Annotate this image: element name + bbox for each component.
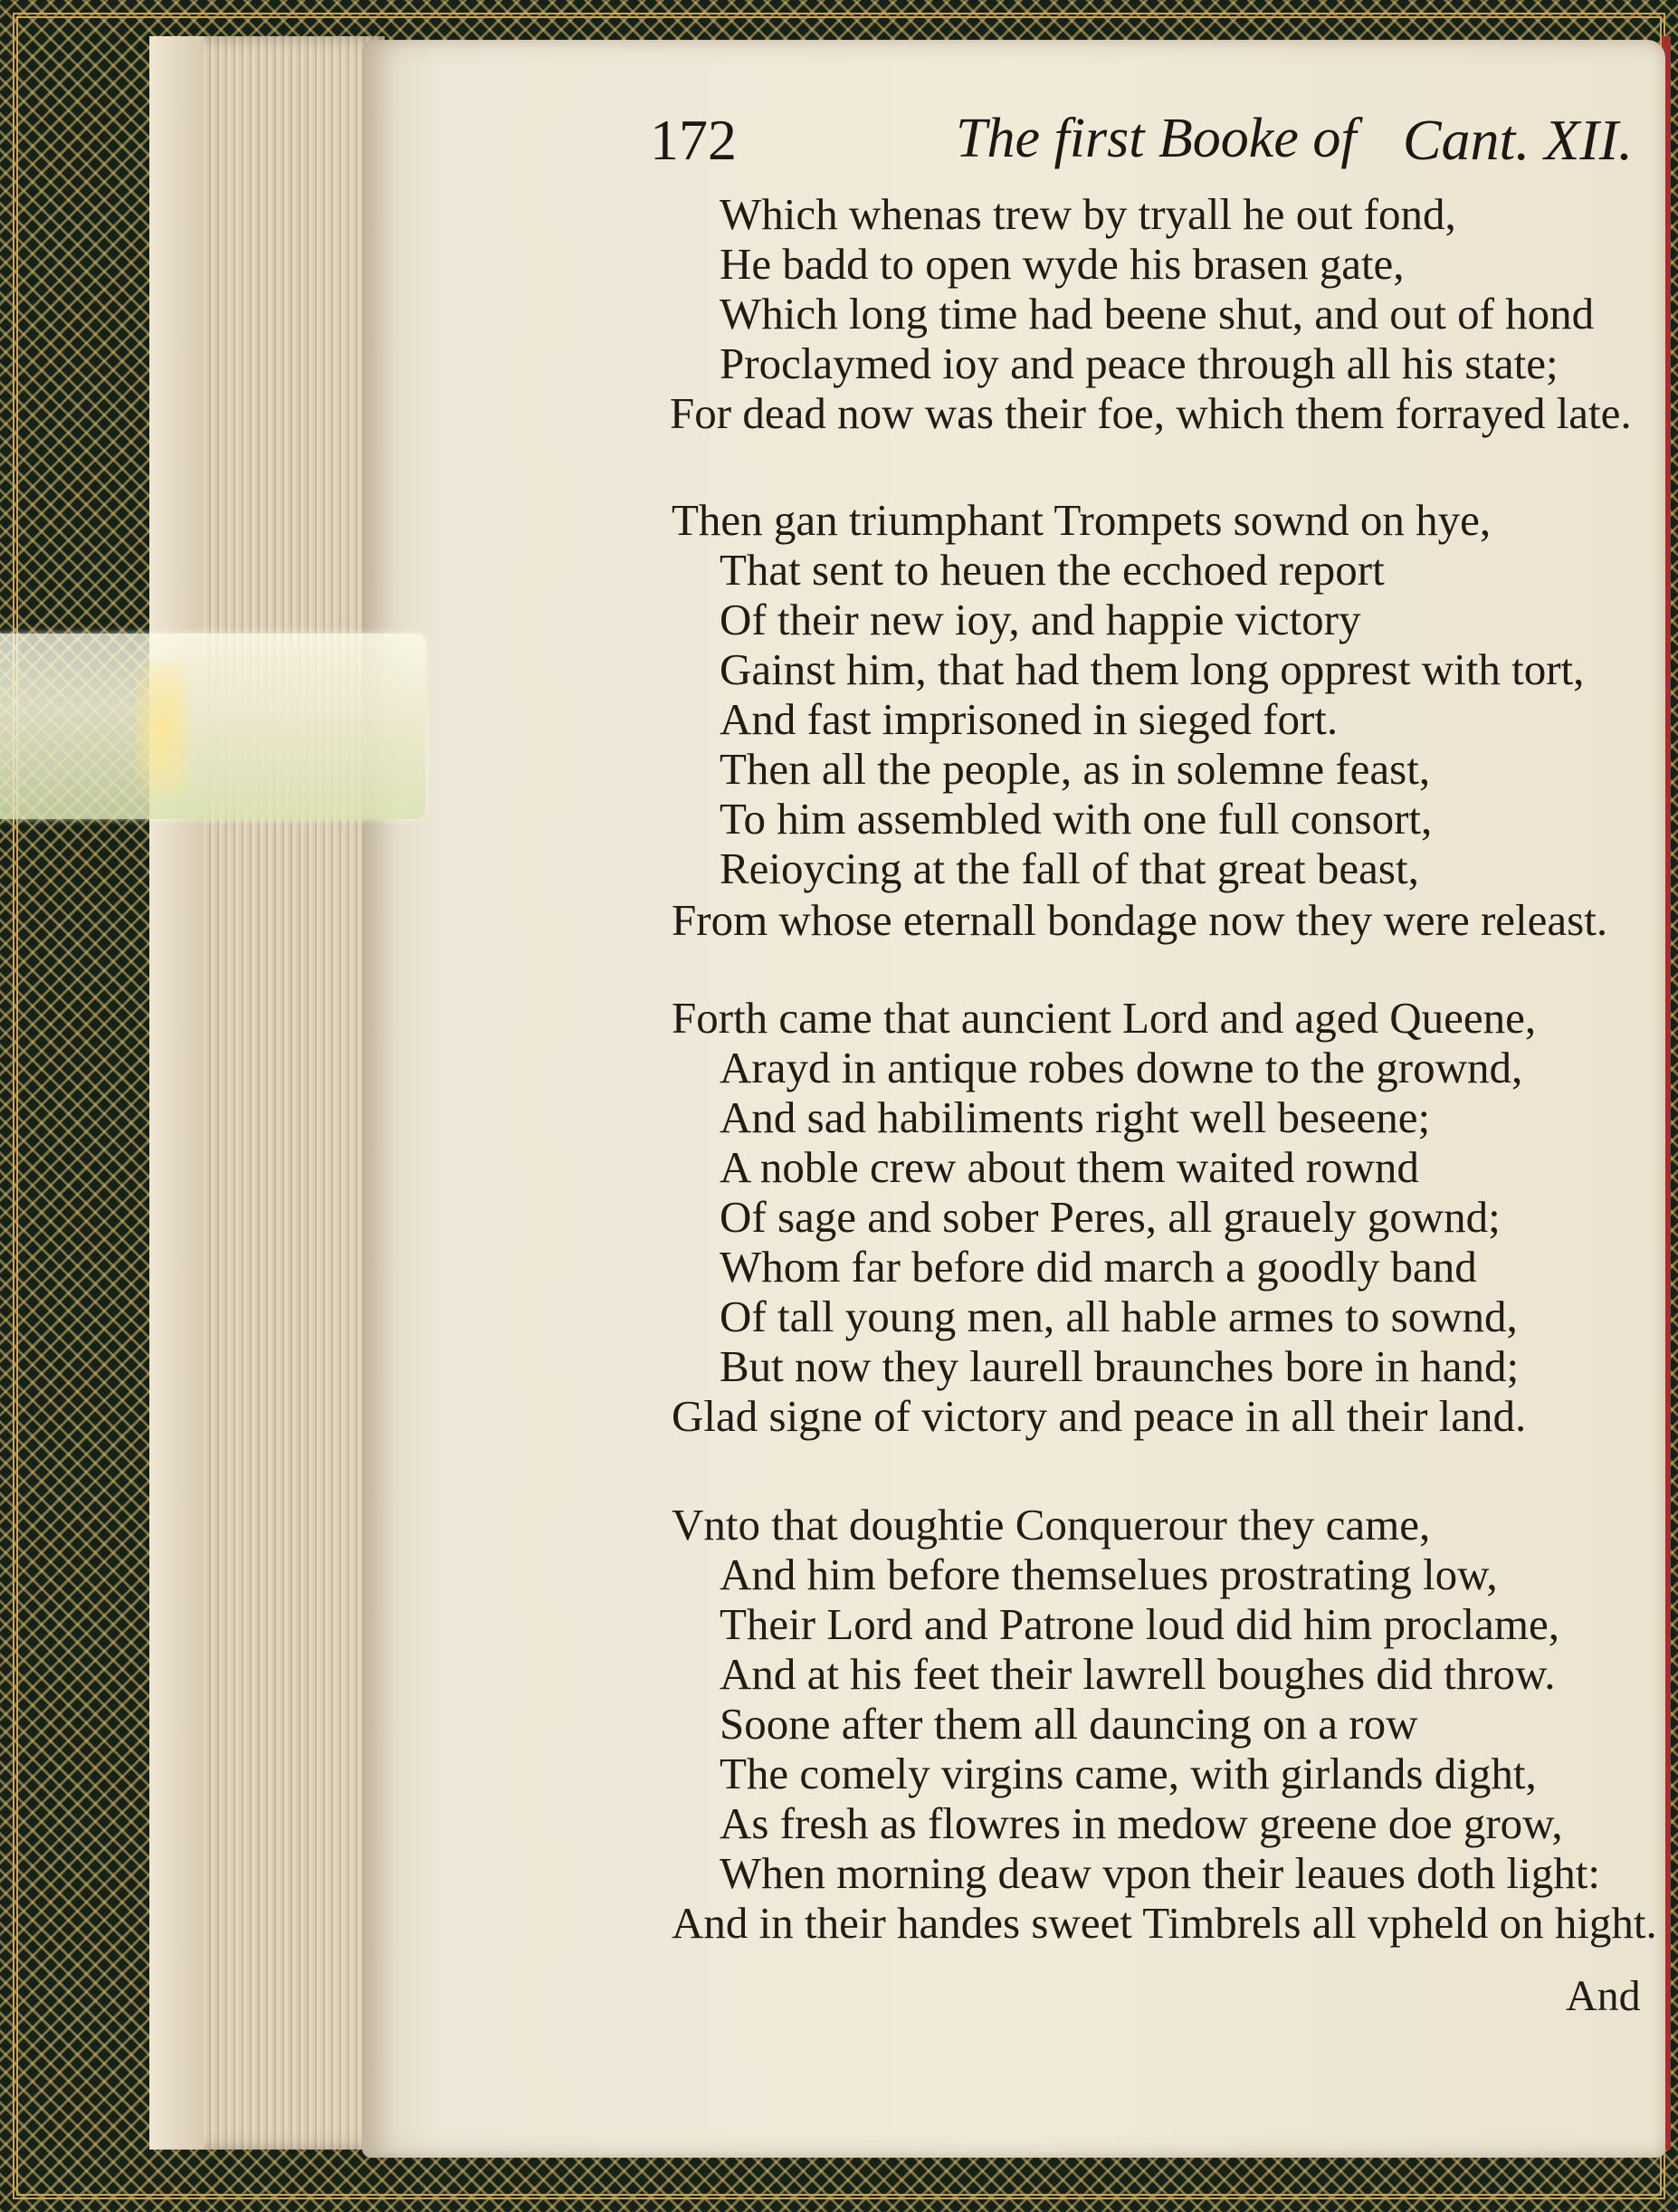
verse-line: Of their new ioy, and happie victory	[720, 595, 1361, 644]
flyleaf	[149, 36, 204, 2150]
verse-line: A noble crew about them waited rownd	[720, 1142, 1419, 1192]
verse-line: And at his feet their lawrell boughes did throw.	[720, 1649, 1556, 1699]
page-header	[650, 107, 1633, 188]
verse-line: Which long time had beene shut, and out of hond	[720, 289, 1595, 338]
verse-line: Soone after them all dauncing on a row	[720, 1699, 1418, 1749]
verse-line: And sad habiliments right well beseene;	[720, 1092, 1431, 1142]
page-marker	[0, 634, 425, 819]
verse-line: From whose eternall bondage now they were releast.	[672, 895, 1608, 945]
verse-line: Then all the people, as in solemne feast,	[720, 744, 1431, 794]
verse-line: The comely virgins came, with girlands dight,	[720, 1749, 1537, 1798]
verse-line: And fast imprisoned in sieged fort.	[720, 694, 1339, 744]
verse-line: Of tall young men, all hable armes to sownd,	[720, 1292, 1518, 1341]
verse-line: And in their handes sweet Timbrels all vpheld on hight.	[672, 1898, 1657, 1948]
verse-line: And him before themselues prostrating low,	[720, 1549, 1498, 1599]
running-title: The first Booke of	[956, 108, 1357, 169]
verse-line: Which whenas trew by tryall he out fond,	[720, 189, 1456, 239]
verse-line: When morning deaw vpon their leaues doth light:	[720, 1848, 1600, 1898]
verse-line: He badd to open wyde his brasen gate,	[720, 239, 1405, 289]
verse-line: Their Lord and Patrone loud did him proclame,	[720, 1599, 1560, 1649]
verse-line: Reioycing at the fall of that great beast,	[720, 844, 1419, 893]
verse-line: But now they laurell braunches bore in hand;	[720, 1341, 1520, 1391]
verse-line: That sent to heuen the ecchoed report	[720, 545, 1385, 595]
verse-line: Gainst him, that had them long opprest with tort,	[720, 644, 1585, 694]
verse-line: Then gan triumphant Trompets sownd on hye,	[672, 495, 1492, 545]
verse-line: Of sage and sober Peres, all grauely gownd;	[720, 1192, 1501, 1242]
verse-line: Forth came that auncient Lord and aged Queene,	[672, 993, 1537, 1043]
verse-line: Glad signe of victory and peace in all their land.	[672, 1391, 1527, 1441]
canto-label: Cant. XII.	[1402, 108, 1633, 172]
verse-line: Vnto that doughtie Conquerour they came,	[672, 1500, 1431, 1549]
page-number: 172	[650, 108, 737, 172]
verse-line: To him assembled with one full consort,	[720, 794, 1433, 844]
verse-line: As fresh as flowres in medow greene doe grow,	[720, 1798, 1563, 1848]
verse-line: For dead now was their foe, which them forrayed late.	[670, 388, 1632, 438]
verse-line: Proclaymed ioy and peace through all his state;	[720, 338, 1559, 388]
catchword: And	[1566, 1972, 1641, 2020]
verse-line: Arayd in antique robes downe to the grownd,	[720, 1043, 1523, 1092]
verse-line: Whom far before did march a goodly band	[720, 1242, 1477, 1292]
